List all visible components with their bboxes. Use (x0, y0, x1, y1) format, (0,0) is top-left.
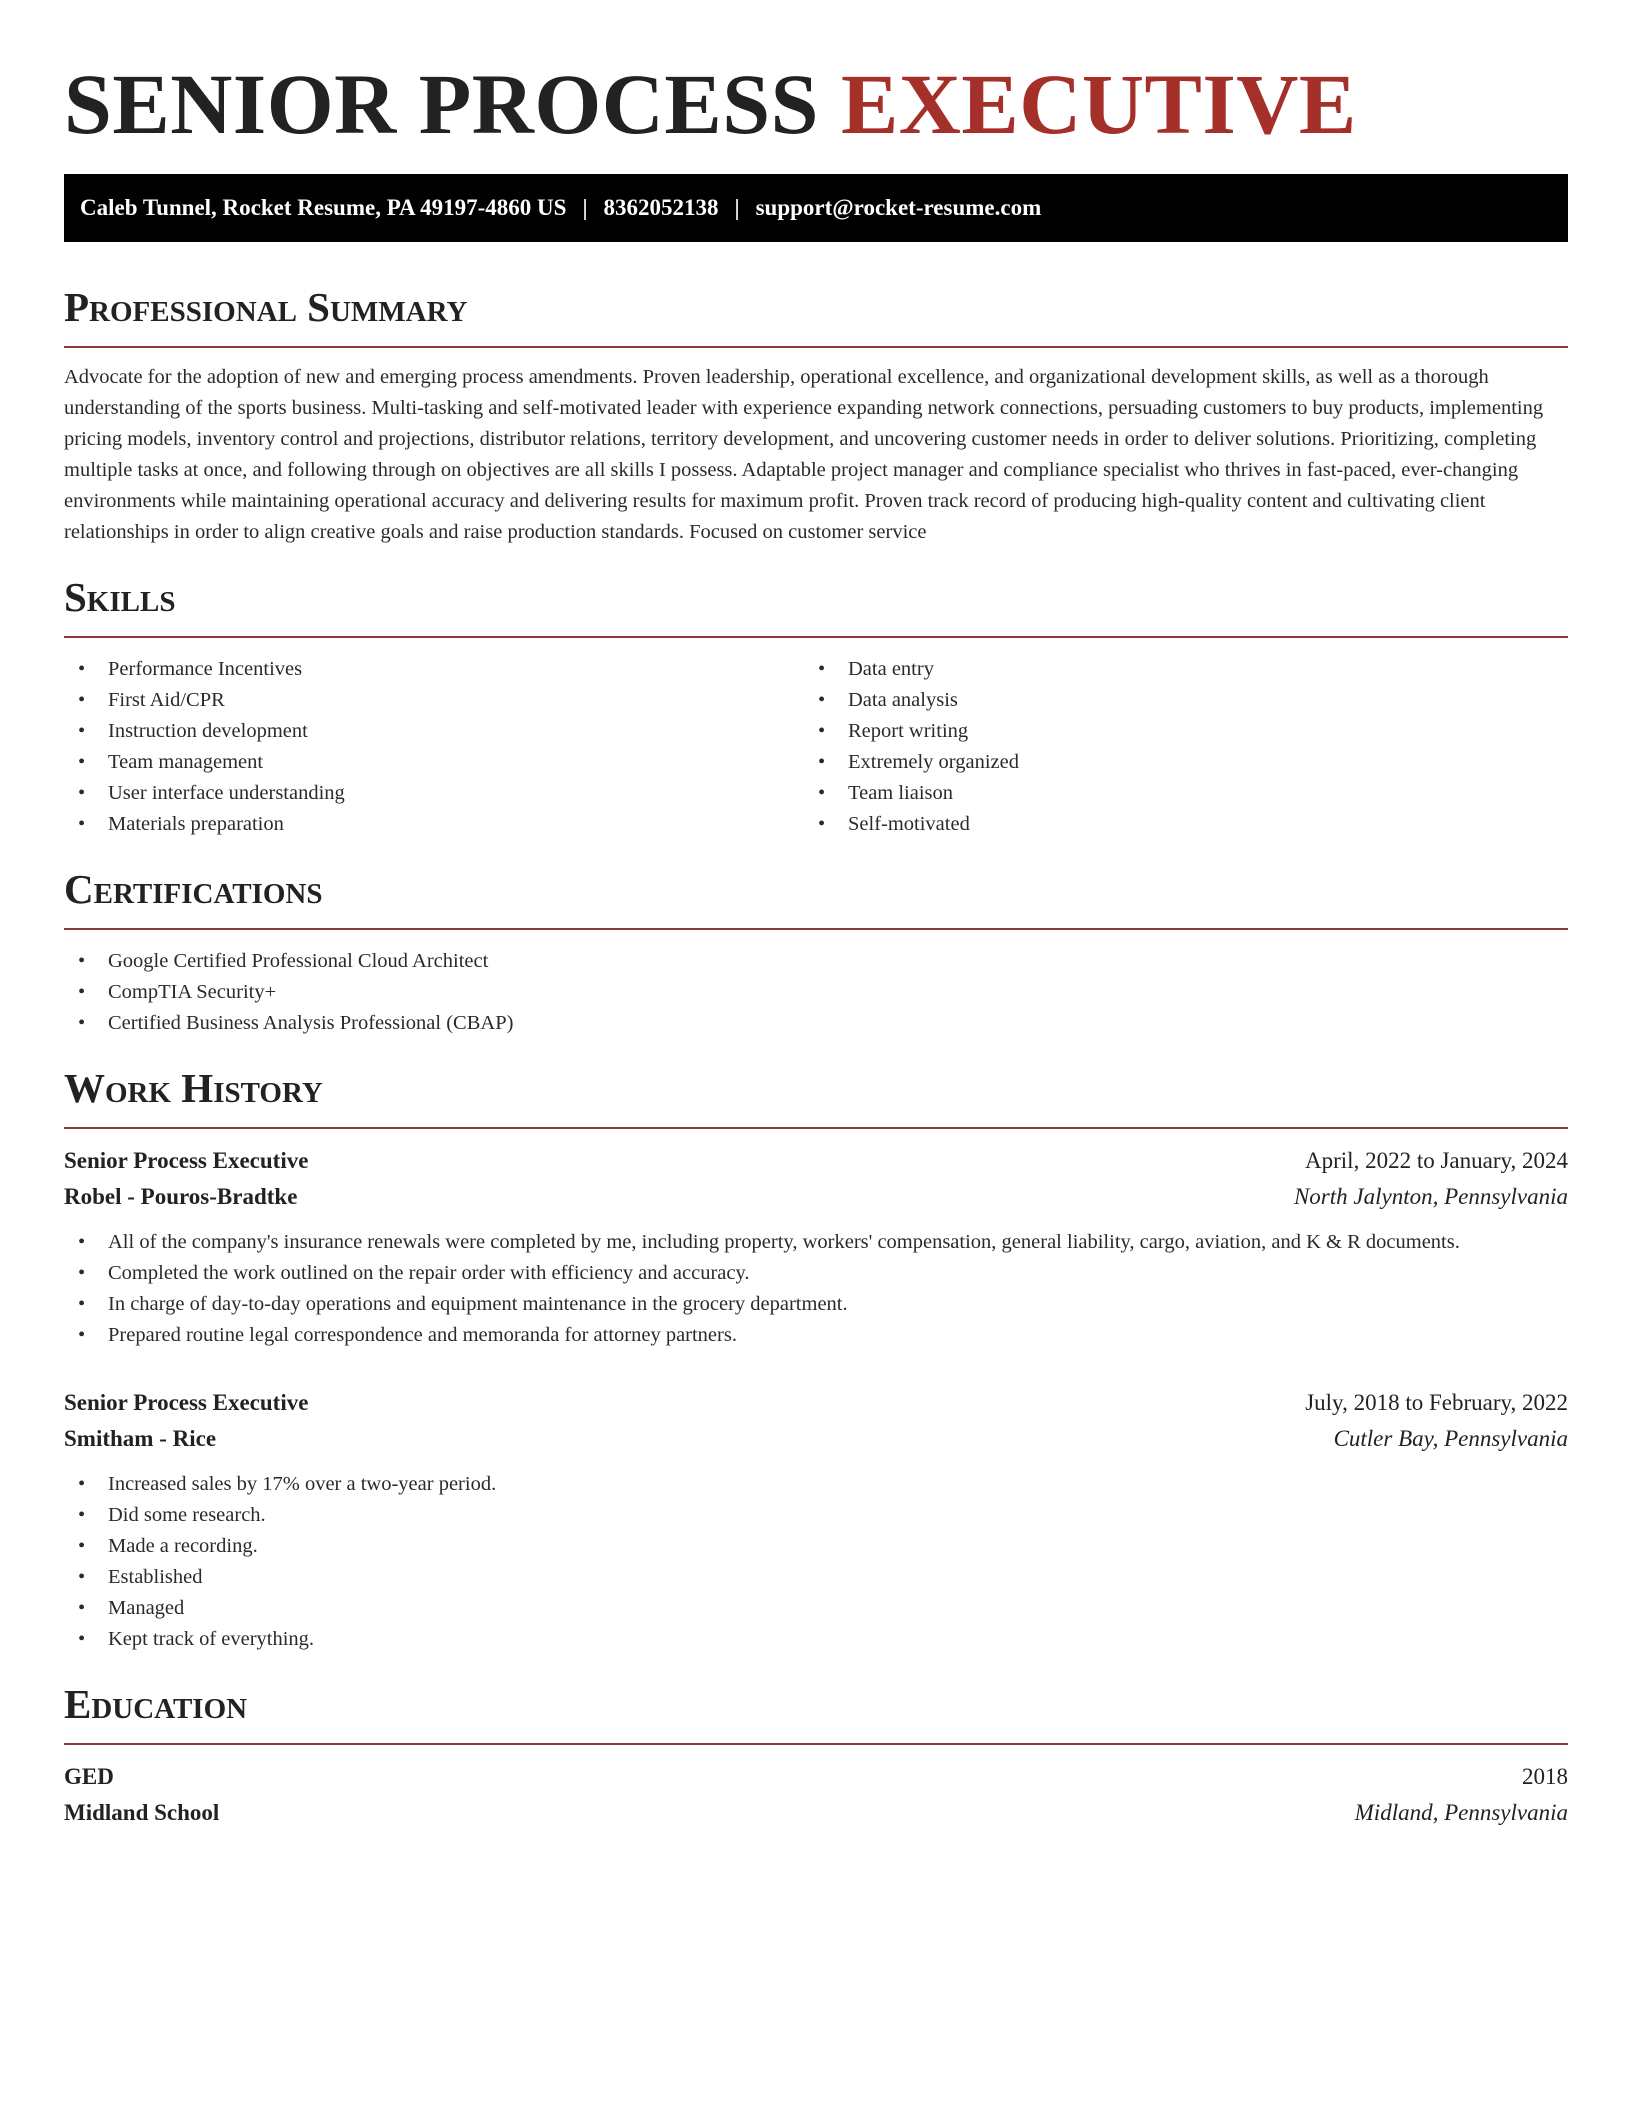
education-school: Midland School (64, 1800, 220, 1825)
section-divider (64, 928, 1568, 930)
skill-item: • Data entry (804, 654, 1544, 685)
job-location: North Jalynton, Pennsylvania (1293, 1184, 1568, 1209)
skills-section (64, 572, 1568, 840)
summary-text: Advocate for the adoption of new and emerging process amendments. Proven leadership, operational excellence, and organizational development skills, as well as a thorough understanding of the sports business. Multi-tasking and self-motivated leader with experience expanding network connections, persuading customers to buy products, implementing pricing models, inventory control and projections, distributor relations, territory development, and uncovering customer needs in order to deliver solutions. Prioritizing, completing multiple tasks at once, and following through on objectives are all skills I possess. Adaptable project manager and compliance specialist who thrives in fast-paced, ever-changing environments while maintaining operational accuracy and delivering results for maximum profit. Proven track record of producing high-quality content and cultivating client relationships in order to align creative goals and raise production standards. Focused on customer service (64, 366, 1544, 543)
skills-list-left (64, 654, 804, 840)
job-duties-list (64, 1469, 1568, 1655)
job-title: Senior Process Executive (64, 1390, 309, 1415)
job-duty: • Established (64, 1562, 1568, 1593)
education-school-row (64, 1795, 1568, 1831)
contact-separator: | (582, 195, 588, 220)
job-duty: • Managed (64, 1593, 1568, 1624)
education-year: 2018 (1522, 1764, 1568, 1789)
job-duty: • Did some research. (64, 1500, 1568, 1531)
certifications-list (64, 946, 1568, 1039)
skill-item: • Self-motivated (804, 809, 1544, 840)
certifications-section (64, 864, 1568, 1039)
section-divider (64, 636, 1568, 638)
job-company-row (64, 1179, 1568, 1215)
skills-list-right (804, 654, 1544, 840)
job-title: Senior Process Executive (64, 1148, 309, 1173)
skill-item: • Instruction development (64, 716, 804, 747)
page-title (64, 54, 1568, 154)
job-duty: • In charge of day-to-day operations and equipment maintenance in the grocery department. (64, 1289, 1568, 1320)
job-duty: • Made a recording. (64, 1531, 1568, 1562)
certifications-heading: Certifications (64, 866, 323, 912)
job-duty: • Completed the work outlined on the repair order with efficiency and accuracy. (64, 1258, 1568, 1289)
section-divider (64, 346, 1568, 348)
contact-address: Caleb Tunnel, Rocket Resume, PA 49197-4860 US (80, 195, 567, 220)
education-section (64, 1679, 1568, 1831)
job-company-row (64, 1421, 1568, 1457)
job-location: Cutler Bay, Pennsylvania (1333, 1426, 1568, 1451)
skill-item: • Extremely organized (804, 747, 1544, 778)
skill-item: • Data analysis (804, 685, 1544, 716)
job-title-row (64, 1143, 1568, 1179)
job-dates: July, 2018 to February, 2022 (1305, 1390, 1568, 1415)
skill-item: • Performance Incentives (64, 654, 804, 685)
section-divider (64, 1743, 1568, 1745)
skill-item: • User interface understanding (64, 778, 804, 809)
summary-section (64, 282, 1568, 548)
job-duty: • Kept track of everything. (64, 1624, 1568, 1655)
skill-item: • Team management (64, 747, 804, 778)
job-duties-list (64, 1227, 1568, 1351)
job-entry (64, 1385, 1568, 1655)
skill-item: • Report writing (804, 716, 1544, 747)
title-accent: EXECUTIVE (840, 56, 1357, 152)
job-title-row (64, 1385, 1568, 1421)
job-duty: • All of the company's insurance renewals were completed by me, including property, workers' compensation, general liability, cargo, aviation, and K & R documents. (64, 1227, 1568, 1258)
section-divider (64, 1127, 1568, 1129)
job-duty: • Increased sales by 17% over a two-year period. (64, 1469, 1568, 1500)
contact-email: support@rocket-resume.com (755, 195, 1042, 220)
contact-phone: 8362052138 (603, 195, 719, 220)
job-dates: April, 2022 to January, 2024 (1305, 1148, 1568, 1173)
skill-item: • Materials preparation (64, 809, 804, 840)
job-company: Robel - Pouros-Bradtke (64, 1184, 298, 1209)
education-degree: GED (64, 1764, 114, 1789)
work-history-heading: Work History (64, 1065, 323, 1111)
education-entry (64, 1759, 1568, 1831)
skill-item: • Team liaison (804, 778, 1544, 809)
job-entry (64, 1143, 1568, 1351)
contact-bar (64, 174, 1568, 242)
summary-heading: Professional Summary (64, 284, 468, 330)
work-history-section (64, 1063, 1568, 1655)
skills-grid (64, 654, 1568, 840)
certification-item: • CompTIA Security+ (64, 977, 1568, 1008)
title-main: SENIOR PROCESS (64, 56, 819, 152)
certification-item: • Google Certified Professional Cloud Architect (64, 946, 1568, 977)
job-company: Smitham - Rice (64, 1426, 217, 1451)
education-location: Midland, Pennsylvania (1354, 1800, 1568, 1825)
contact-separator: | (734, 195, 740, 220)
skills-heading: Skills (64, 574, 176, 620)
education-degree-row (64, 1759, 1568, 1795)
job-duty: • Prepared routine legal correspondence and memoranda for attorney partners. (64, 1320, 1568, 1351)
education-heading: Education (64, 1681, 248, 1727)
skill-item: • First Aid/CPR (64, 685, 804, 716)
certification-item: • Certified Business Analysis Professional (CBAP) (64, 1008, 1568, 1039)
